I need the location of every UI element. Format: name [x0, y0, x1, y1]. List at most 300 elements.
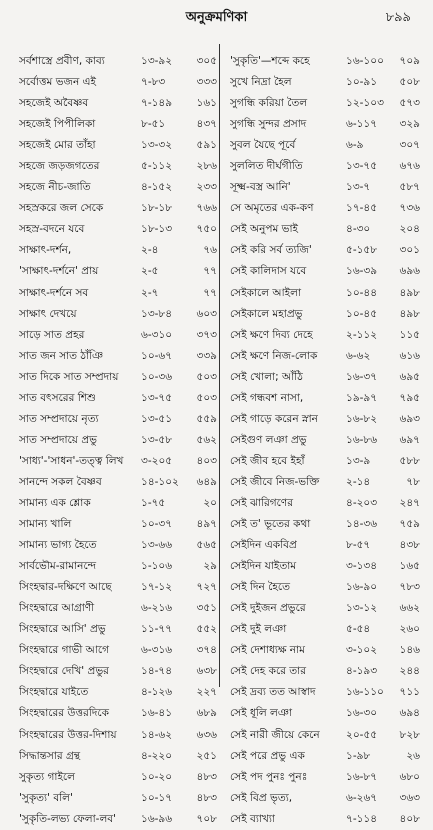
entry-reference: ১৬-৯৬ — [141, 812, 173, 825]
entry-page: ৪০৮ — [399, 812, 420, 825]
entry-reference: ১৬-১০০ — [346, 55, 384, 67]
index-entry — [19, 156, 217, 177]
entry-reference: ১০-৩৬ — [141, 370, 173, 383]
entry-page: ৬৩৮ — [196, 665, 217, 678]
entry-text: সিদ্ধান্তসার গ্রন্থ — [19, 749, 81, 762]
entry-page: ৬৬২ — [399, 602, 420, 615]
entry-page: ৪৩৮ — [399, 539, 420, 552]
index-entry — [19, 219, 217, 240]
entry-reference: ১৩-৬৬ — [141, 539, 173, 552]
index-entry — [230, 325, 420, 346]
index-entry — [19, 325, 217, 346]
entry-page: ৬৩৬ — [196, 728, 217, 741]
entry-text: সেই বিপ্র ভৃত্য, — [230, 791, 293, 804]
entry-reference: ৭-১১৪ — [346, 812, 378, 825]
index-entry — [230, 767, 420, 788]
entry-page: ৭৬ — [203, 244, 217, 257]
entry-page: ৩৬৩ — [399, 791, 420, 804]
entry-text: সেই দ্রব্য তত আস্বাদ — [230, 686, 316, 699]
entry-text: সাক্ষাৎ-দর্শন, — [19, 244, 72, 257]
entry-page: ২৩৩ — [196, 181, 217, 194]
entry-reference: ১৬-৪১ — [141, 707, 173, 720]
page-number: ৮৯৯ — [385, 10, 411, 25]
entry-page: ৬৯৬ — [399, 265, 420, 278]
entry-reference: ১৬-৩০ — [346, 707, 378, 720]
index-entry — [19, 493, 217, 514]
entry-text: সিংহদ্বারের উত্তর-দিশায় — [19, 728, 117, 741]
entry-reference: ১০-১৭ — [141, 791, 173, 804]
index-column-right — [230, 51, 420, 830]
entry-text: 'সাক্ষাৎ-দর্শনে' প্রায় — [19, 265, 99, 278]
entry-reference: ১৭-১২ — [141, 581, 173, 594]
index-entry — [19, 72, 217, 93]
index-entry — [230, 156, 420, 177]
index-entry — [19, 661, 217, 682]
entry-reference: ১৬-৯০ — [346, 581, 378, 594]
entry-reference: ৬-১১৭ — [346, 118, 378, 131]
entry-text: সামান্য এক শ্লোক — [19, 496, 91, 509]
entry-page: ৫০৩ — [196, 370, 217, 383]
entry-text: সাত দিকে সাত সম্প্রদায় — [19, 370, 119, 383]
entry-reference: ৬-৬২ — [346, 349, 371, 362]
entry-reference: ১৩-৯ — [346, 454, 371, 467]
index-entry — [19, 514, 217, 535]
entry-text: সেই ঝারিগণের — [230, 496, 293, 509]
column-divider — [219, 44, 220, 687]
entry-reference: ৩-২০৫ — [141, 454, 173, 467]
index-entry — [19, 51, 217, 72]
entry-reference: ১৬-৩৭ — [346, 370, 378, 383]
entry-page: ৫৯১ — [196, 139, 217, 152]
entry-reference: ২-৪ — [141, 244, 159, 257]
entry-reference: ১৪-৬২ — [141, 728, 173, 741]
index-entry — [230, 114, 420, 135]
entry-text: সাক্ষাৎ দেখয়ে — [19, 307, 77, 320]
entry-page: ৪৯৭ — [196, 518, 217, 531]
entry-text: সে অমৃতের এক-কণ — [230, 202, 314, 215]
entry-reference: ১৩-৭ — [346, 181, 371, 194]
entry-text: সেই কালিদাস যবে — [230, 265, 307, 278]
entry-text: সেই ব্যাখ্যা — [230, 812, 275, 825]
entry-page: ৭৭ — [203, 286, 217, 299]
entry-page: ৭৩৬ — [399, 202, 420, 215]
index-entry — [230, 472, 420, 493]
entry-page: ৩০১ — [399, 244, 420, 257]
entry-page: ৬৭৬ — [399, 160, 420, 173]
entry-page: ২৪৪ — [399, 665, 420, 678]
entry-reference: ৬-৩১৬ — [141, 644, 173, 657]
index-entry — [230, 661, 420, 682]
index-entry — [19, 367, 217, 388]
entry-reference: ১৩-১২ — [346, 602, 378, 615]
entry-page: ৪৮৩ — [196, 791, 217, 804]
index-entry — [230, 725, 420, 746]
entry-reference: ১০-৬৭ — [141, 349, 173, 362]
entry-text: সহস্র-বদনে যবে — [19, 223, 85, 236]
entry-reference: ১০-৪৪ — [346, 286, 378, 299]
entry-text: সুকৃত্য গাইলে — [19, 770, 75, 783]
entry-text: সেইদিন একবিপ্র — [230, 539, 297, 552]
entry-reference: ৬-২১৬ — [141, 602, 173, 615]
entry-reference: ১৩-৭৫ — [346, 160, 378, 173]
entry-reference: ৪-৩০ — [346, 223, 371, 236]
entry-reference: ১৬-৮৭ — [346, 770, 378, 783]
entry-page: ২০৪ — [399, 223, 420, 236]
entry-page: ৪০৩ — [196, 454, 217, 467]
entry-text: সর্বশাস্ত্রে প্রবীণ, কাব্য — [19, 55, 105, 67]
entry-reference: ১৭-৪৫ — [346, 202, 378, 215]
index-entry — [230, 598, 420, 619]
entry-text: সেই দেহ করে তার — [230, 665, 307, 678]
entry-reference: ১৩-৭৫ — [141, 391, 173, 404]
entry-text: সাত বৎসরের শিশু — [19, 391, 96, 404]
entry-page: ৭৬৬ — [196, 202, 217, 215]
index-entry — [230, 640, 420, 661]
index-entry — [19, 640, 217, 661]
entry-text: সেই জীব হবে ইহাঁ — [230, 454, 305, 467]
entry-page: ১১৫ — [399, 328, 420, 341]
entry-text: সাত জন সাত ঠাঁঞি — [19, 349, 104, 362]
index-entry — [19, 556, 217, 577]
entry-reference: ২-১৪ — [346, 475, 371, 488]
entry-page: ৮২৮ — [399, 728, 420, 741]
index-entry — [230, 93, 420, 114]
entry-reference: ৪-১৯৩ — [346, 665, 378, 678]
index-entry — [19, 240, 217, 261]
entry-text: সুগন্ধি সুন্দর প্রসাদ — [230, 118, 307, 131]
index-entry — [19, 598, 217, 619]
entry-reference: ১০-৯১ — [346, 76, 378, 89]
entry-text: সিংহদ্বারে আসি' প্রভু — [19, 623, 106, 636]
entry-text: সুখে নিদ্রা হৈল — [230, 76, 292, 89]
entry-reference: ১-৭৫ — [141, 496, 166, 509]
entry-text: সিংহদ্বারের উত্তরদিকে — [19, 707, 109, 720]
entry-page: ৬৯৭ — [399, 433, 420, 446]
entry-text: সেই অনুপম ভাই — [230, 223, 298, 236]
entry-reference: ৪-২২০ — [141, 749, 173, 762]
index-entry — [19, 177, 217, 198]
entry-text: সেই দেশাধ্যক্ষ নাম — [230, 644, 305, 657]
entry-text: সেইগুণ লঞা প্রভু — [230, 433, 307, 446]
entry-page: ৩৩৯ — [196, 349, 217, 362]
index-entry — [19, 93, 217, 114]
entry-reference: ১১-৭৭ — [141, 623, 173, 636]
entry-text: সার্বভৌম-রামানন্দে — [19, 560, 97, 573]
entry-reference: ৬-২৬৭ — [346, 791, 378, 804]
entry-reference: ১-১০৬ — [141, 560, 173, 573]
entry-text: সুললিত দীর্ঘগীতি — [230, 160, 303, 173]
entry-page: ৪৩৭ — [196, 118, 217, 131]
entry-page: ৫৬৫ — [196, 539, 217, 552]
index-entry — [19, 304, 217, 325]
entry-reference: ১০-৩৭ — [141, 518, 173, 531]
entry-reference: ১২-১০৩ — [346, 97, 384, 110]
entry-page: ৬৯৪ — [399, 707, 420, 720]
entry-text: সাড়ে সাত প্রহর — [19, 328, 85, 341]
index-entry — [230, 619, 420, 640]
entry-text: সহস্রকরে জল সেকে — [19, 202, 104, 215]
index-entry — [230, 198, 420, 219]
entry-text: সহজেই মোর তাঁহা — [19, 139, 96, 152]
entry-page: ৭০৮ — [196, 812, 217, 825]
entry-reference: ৮-৫৭ — [346, 539, 371, 552]
entry-reference: ১৬-৮২ — [346, 412, 378, 425]
entry-text: সামান্য খালি — [19, 518, 72, 531]
entry-text: 'সাধ্য'-'সাধন'-তত্ত্ব লিখ — [19, 454, 124, 467]
entry-text: সর্বোত্তম ভজন এই — [19, 76, 96, 89]
entry-reference: ৬-৩১০ — [141, 328, 173, 341]
entry-page: ২৯ — [203, 560, 217, 573]
index-entry — [19, 261, 217, 282]
index-entry — [19, 767, 217, 788]
entry-text: সিংহদ্বারে গাভী আগে — [19, 644, 110, 657]
entry-reference: ১৪-৩৬ — [346, 518, 378, 531]
entry-reference: ৪-১২৬ — [141, 686, 173, 699]
index-entry — [230, 514, 420, 535]
entry-reference: ১৩-৩২ — [141, 139, 173, 152]
index-entry — [230, 535, 420, 556]
entry-text: সহজে জড়জগতের — [19, 160, 100, 173]
entry-text: সেই পদ পুনঃ পুনঃ — [230, 770, 308, 783]
entry-text: সাত সম্প্রদায়ে প্রভু — [19, 433, 97, 446]
index-entry — [230, 367, 420, 388]
entry-reference: ১০-২০ — [141, 770, 173, 783]
index-entry — [19, 577, 217, 598]
entry-text: 'সুকৃতি-লভ্য ফেলা-লব' — [19, 812, 117, 825]
entry-reference: ২০-৫৫ — [346, 728, 378, 741]
index-entry — [230, 346, 420, 367]
entry-page: ৭৯৫ — [399, 391, 420, 404]
entry-page: ৫০৮ — [399, 76, 420, 89]
entry-page: ৪৯৮ — [399, 286, 420, 299]
index-entry — [19, 346, 217, 367]
entry-reference: ১৩-৫১ — [141, 412, 173, 425]
entry-reference: ৫-১৫৮ — [346, 244, 378, 257]
entry-reference: ৫-৫৪ — [346, 623, 371, 636]
entry-text: সেই গাড়ে করেন স্নান — [230, 412, 318, 425]
entry-text: সেই দিন হৈতে — [230, 581, 290, 594]
index-entry — [19, 451, 217, 472]
index-entry — [230, 493, 420, 514]
index-entry — [230, 430, 420, 451]
entry-page: ৫৮৭ — [399, 181, 420, 194]
index-entry — [19, 809, 217, 830]
entry-reference: ১৩-৮৪ — [141, 307, 173, 320]
entry-page: ৩২৯ — [399, 118, 420, 131]
index-entry — [19, 619, 217, 640]
entry-page: ২৮৬ — [196, 160, 217, 173]
index-entry — [230, 388, 420, 409]
entry-text: 'সুকৃত্য' বলি' — [19, 791, 73, 804]
entry-text: সেই ক্ষণে দিব্য দেহে — [230, 328, 313, 341]
entry-page: ৫০৩ — [196, 391, 217, 404]
entry-reference: ১৬-৮৬ — [346, 433, 378, 446]
index-entry — [19, 535, 217, 556]
entry-reference: ১৩-৫৮ — [141, 433, 173, 446]
index-entry — [230, 556, 420, 577]
entry-text: সেই করি সর্ব ত্যজি' — [230, 244, 312, 257]
entry-page: ২৬০ — [399, 623, 420, 636]
entry-text: সুগন্ধি করিয়া তৈল — [230, 97, 308, 110]
entry-reference: ৮-৫১ — [141, 118, 166, 131]
entry-reference: ১৩-৯২ — [141, 55, 173, 67]
entry-page: ৭৮ — [406, 475, 420, 488]
entry-page: ২০ — [203, 496, 217, 509]
entry-page: ৭১১ — [399, 686, 420, 699]
index-entry — [19, 409, 217, 430]
entry-text: সেই নারী জীয়ে কেনে — [230, 728, 320, 741]
index-entry — [230, 451, 420, 472]
page-header — [0, 0, 433, 30]
index-entry — [230, 809, 420, 830]
entry-reference: ১৮-১৮ — [141, 202, 173, 215]
index-entry — [230, 177, 420, 198]
entry-text: সিংহদ্বারে যাইতে — [19, 686, 89, 699]
index-entry — [230, 682, 420, 703]
entry-reference: ৪-১৫২ — [141, 181, 173, 194]
entry-reference: ১৪-১০২ — [141, 475, 179, 488]
entry-reference: ২-৭ — [141, 286, 159, 299]
entry-text: সামান্য ভাগ্য হৈতে — [19, 539, 97, 552]
index-entry — [230, 283, 420, 304]
index-entry — [19, 682, 217, 703]
entry-text: সাক্ষাৎ-দর্শনে সব — [19, 286, 89, 299]
entry-text: সেই খোলা; আঁঠি — [230, 370, 303, 383]
index-entry — [230, 703, 420, 724]
entry-reference: ৪-২০৩ — [346, 496, 378, 509]
entry-page: ৬৮০ — [399, 770, 420, 783]
entry-page: ৬৯৫ — [399, 370, 420, 383]
entry-page: ২৫১ — [196, 749, 217, 762]
index-entry — [230, 261, 420, 282]
index-entry — [19, 388, 217, 409]
index-entry — [19, 283, 217, 304]
entry-text: সেই দুইজন প্রভুরে — [230, 602, 306, 615]
entry-page: ৬১৬ — [399, 349, 420, 362]
index-entry — [19, 430, 217, 451]
index-entry — [19, 472, 217, 493]
entry-reference: ৭-১৪৯ — [141, 97, 173, 110]
entry-page: ৩৭৩ — [196, 328, 217, 341]
entry-page: ৫৫২ — [196, 623, 217, 636]
entry-page: ১৪৬ — [399, 644, 420, 657]
entry-page: ৩৭৪ — [196, 644, 217, 657]
entry-reference: ১৬-৩৯ — [346, 265, 378, 278]
entry-page: ৭৭ — [203, 265, 217, 278]
index-column-left — [19, 51, 217, 830]
entry-page: ৭০৯ — [399, 55, 420, 67]
entry-text: সেইকালে মহাপ্রভু — [230, 307, 303, 320]
entry-reference: ২-৫ — [141, 265, 159, 278]
entry-text: সিংহদ্বারে আগ্রাণী — [19, 602, 95, 615]
index-entry — [230, 240, 420, 261]
entry-page: ৬০৩ — [196, 307, 217, 320]
entry-text: সহজে নীচ-জাতি — [19, 181, 91, 194]
index-entry — [230, 51, 420, 72]
index-entry — [230, 304, 420, 325]
index-entry — [19, 788, 217, 809]
index-entry — [230, 577, 420, 598]
entry-page: ৭২৭ — [196, 581, 217, 594]
entry-reference: ১০-৪৫ — [346, 307, 378, 320]
entry-reference: ২-১১২ — [346, 328, 378, 341]
entry-page: ৫৮৮ — [399, 454, 420, 467]
entry-text: সেই ধূলি লঞা — [230, 707, 293, 720]
index-entry — [230, 135, 420, 156]
entry-reference: ৩-১৩৪ — [346, 560, 378, 573]
entry-reference: ১৮-১৩ — [141, 223, 173, 236]
index-entry — [19, 746, 217, 767]
entry-page: ৭৫০ — [196, 223, 217, 236]
entry-page: ৫৭৩ — [399, 97, 420, 110]
index-entry — [19, 198, 217, 219]
entry-page: ৩০৫ — [196, 55, 217, 67]
index-entry — [19, 703, 217, 724]
entry-text: সিংহদ্বার-দক্ষিণে আছে — [19, 581, 112, 594]
entry-reference: ১-৯৮ — [346, 749, 371, 762]
entry-text: সহজেই পিপীলিকা — [19, 118, 96, 131]
entry-page: ৩৩৩ — [196, 76, 217, 89]
index-entry — [230, 746, 420, 767]
index-entry — [19, 114, 217, 135]
index-entry — [230, 72, 420, 93]
entry-text: সহজেই অবৈষ্ণব — [19, 97, 89, 110]
entry-text: সেইদিন যাইতাম — [230, 560, 297, 573]
entry-reference: ৫-১১২ — [141, 160, 173, 173]
entry-page: ৬৮৯ — [196, 707, 217, 720]
entry-page: ২৬ — [406, 749, 420, 762]
index-entry — [230, 409, 420, 430]
entry-text: সানন্দে সকল বৈষ্ণব — [19, 475, 102, 488]
entry-page: ১৬৫ — [399, 560, 420, 573]
entry-reference: ১৯-৯৭ — [346, 391, 378, 404]
entry-text: সেই পরে প্রভু এক — [230, 749, 305, 762]
entry-page: ৭৫৯ — [399, 518, 420, 531]
index-entry — [19, 725, 217, 746]
entry-text: সেই জীবে নিজ-ভক্তি — [230, 475, 320, 488]
entry-reference: ১৬-১১০ — [346, 686, 384, 699]
entry-text: সেই ক্ষণে নিজ-লোক — [230, 349, 318, 362]
entry-page: ৪৯৮ — [399, 307, 420, 320]
entry-text: সিংহদ্বারে দেখি' প্রভুর — [19, 665, 109, 678]
entry-page: ৫৬২ — [196, 433, 217, 446]
entry-text: সেই দুই লঞা — [230, 623, 287, 636]
entry-text: 'সুকৃতি'—শব্দে কহে — [230, 55, 310, 67]
entry-reference: ৬-৯ — [346, 139, 364, 152]
entry-page: ৬৪৯ — [196, 475, 217, 488]
entry-text: সাত সম্প্রদায়ে নৃত্য — [19, 412, 99, 425]
entry-text: সুবল যৈছে পূর্বে — [230, 139, 296, 152]
entry-text: সূক্ষ্ম-বস্ত্র আনি' — [230, 181, 291, 194]
index-entry — [19, 135, 217, 156]
entry-reference: ৩-১০২ — [346, 644, 378, 657]
entry-text: সেই ত' ভূতের কথা — [230, 518, 311, 531]
index-entry — [230, 788, 420, 809]
entry-text: সেইকালে আইলা — [230, 286, 302, 299]
page-title: অনুক্রমণিকা — [185, 10, 248, 25]
entry-page: ৪৮৩ — [196, 770, 217, 783]
entry-page: ৬৯৩ — [399, 412, 420, 425]
index-entry — [230, 219, 420, 240]
entry-page: ২২৭ — [196, 686, 217, 699]
entry-reference: ৭-৮৩ — [141, 76, 166, 89]
entry-page: ৩৫১ — [196, 602, 217, 615]
entry-reference: ১৪-৭৪ — [141, 665, 173, 678]
entry-page: ১৬১ — [196, 97, 217, 110]
entry-page: ৭৮৩ — [399, 581, 420, 594]
entry-page: ৫৫৯ — [196, 412, 217, 425]
entry-text: সেই গন্ধবশ নাসা, — [230, 391, 304, 404]
